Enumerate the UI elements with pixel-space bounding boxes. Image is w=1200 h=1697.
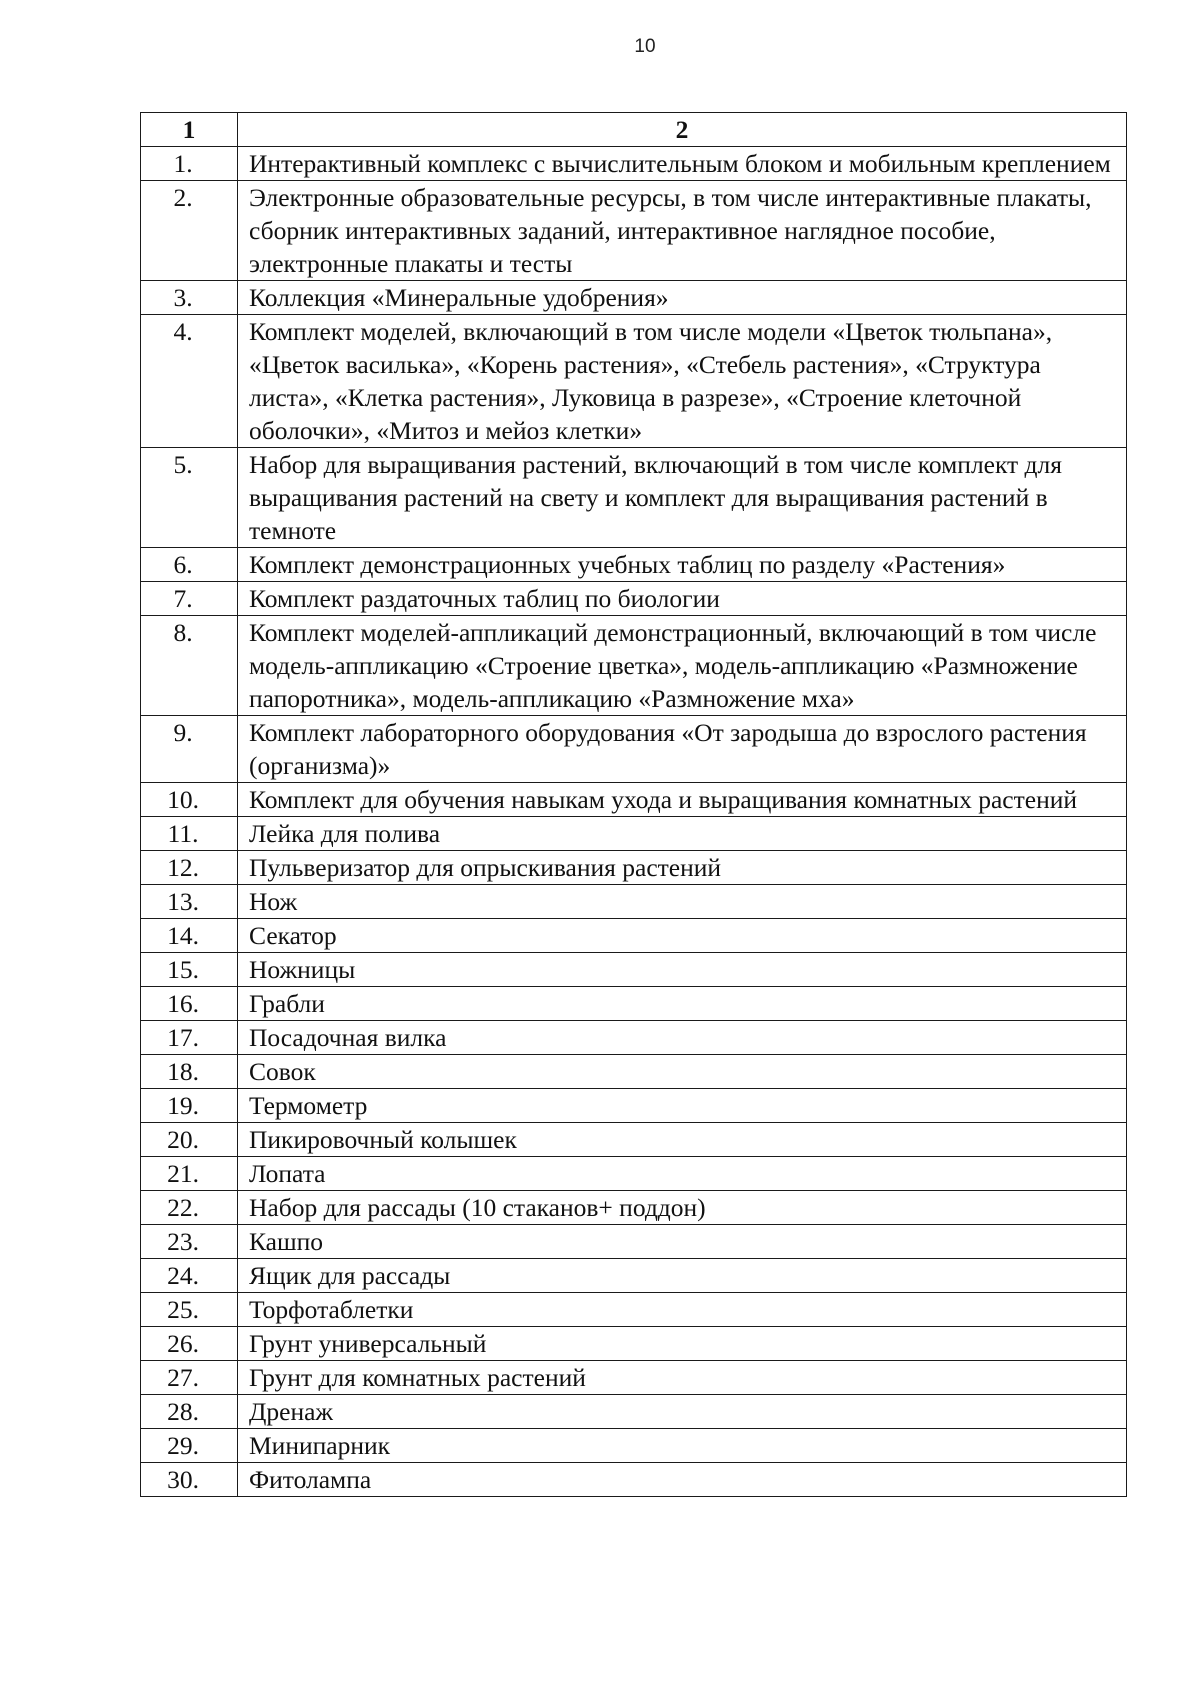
table-row <box>141 315 1127 448</box>
table-row <box>141 1123 1127 1157</box>
row-number: 10. <box>141 783 238 817</box>
row-item-name: Торфотаблетки <box>238 1293 1127 1327</box>
table-row <box>141 851 1127 885</box>
row-item-name: Ящик для рассады <box>238 1259 1127 1293</box>
table-row <box>141 1463 1127 1497</box>
table-row <box>141 1361 1127 1395</box>
row-item-name: Набор для выращивания растений, включающий в том числе комплект для выращивания растений на свету и комплект для выращивания растений в темноте <box>238 448 1127 548</box>
row-number: 12. <box>141 851 238 885</box>
row-item-name: Пикировочный колышек <box>238 1123 1127 1157</box>
row-item-name: Нож <box>238 885 1127 919</box>
equipment-table <box>140 112 1127 1497</box>
table-row <box>141 1191 1127 1225</box>
row-number: 6. <box>141 548 238 582</box>
row-item-name: Кашпо <box>238 1225 1127 1259</box>
row-item-name: Интерактивный комплекс с вычислительным блоком и мобильным креплением <box>238 147 1127 181</box>
row-item-name: Электронные образовательные ресурсы, в том числе интерактивные плакаты, сборник интерактивных заданий, интерактивное наглядное пособие, электронные плакаты и тесты <box>238 181 1127 281</box>
row-number: 27. <box>141 1361 238 1395</box>
row-number: 13. <box>141 885 238 919</box>
table-row <box>141 181 1127 281</box>
row-item-name: Комплект моделей, включающий в том числе модели «Цветок тюльпана», «Цветок василька», «Корень растения», «Стебель растения», «Структура листа», «Клетка растения», Луковица в разрезе», «Строение клеточной оболочки», «Митоз и мейоз клетки» <box>238 315 1127 448</box>
row-item-name: Посадочная вилка <box>238 1021 1127 1055</box>
row-number: 15. <box>141 953 238 987</box>
table-row <box>141 1429 1127 1463</box>
row-item-name: Комплект для обучения навыкам ухода и выращивания комнатных растений <box>238 783 1127 817</box>
table-row <box>141 448 1127 548</box>
row-number: 9. <box>141 716 238 783</box>
row-number: 18. <box>141 1055 238 1089</box>
table-row <box>141 1055 1127 1089</box>
table-row <box>141 1259 1127 1293</box>
row-item-name: Комплект раздаточных таблиц по биологии <box>238 582 1127 616</box>
table-row <box>141 582 1127 616</box>
row-number: 22. <box>141 1191 238 1225</box>
row-item-name: Коллекция «Минеральные удобрения» <box>238 281 1127 315</box>
table-row <box>141 987 1127 1021</box>
row-item-name: Пульверизатор для опрыскивания растений <box>238 851 1127 885</box>
row-item-name: Набор для рассады (10 стаканов+ поддон) <box>238 1191 1127 1225</box>
table-row <box>141 1293 1127 1327</box>
row-item-name: Грунт для комнатных растений <box>238 1361 1127 1395</box>
table-row <box>141 919 1127 953</box>
row-number: 25. <box>141 1293 238 1327</box>
table-row <box>141 783 1127 817</box>
column-header-number: 1 <box>141 113 238 147</box>
table-row <box>141 1021 1127 1055</box>
row-item-name: Лейка для полива <box>238 817 1127 851</box>
row-item-name: Комплект лабораторного оборудования «От зародыша до взрослого растения (организма)» <box>238 716 1127 783</box>
row-number: 20. <box>141 1123 238 1157</box>
row-number: 23. <box>141 1225 238 1259</box>
page-number: 10 <box>634 36 656 57</box>
row-number: 24. <box>141 1259 238 1293</box>
table-row <box>141 885 1127 919</box>
row-number: 29. <box>141 1429 238 1463</box>
table-row <box>141 616 1127 716</box>
column-header-name: 2 <box>238 113 1127 147</box>
table-row <box>141 548 1127 582</box>
row-item-name: Комплект моделей-аппликаций демонстрационный, включающий в том числе модель-аппликацию «Строение цветка», модель-аппликацию «Размножение папоротника», модель-аппликацию «Размножение мха» <box>238 616 1127 716</box>
row-number: 8. <box>141 616 238 716</box>
row-item-name: Грабли <box>238 987 1127 1021</box>
row-item-name: Совок <box>238 1055 1127 1089</box>
table-row <box>141 1395 1127 1429</box>
row-number: 21. <box>141 1157 238 1191</box>
row-number: 17. <box>141 1021 238 1055</box>
table-row <box>141 953 1127 987</box>
table-row <box>141 1157 1127 1191</box>
row-item-name: Комплект демонстрационных учебных таблиц по разделу «Растения» <box>238 548 1127 582</box>
row-item-name: Лопата <box>238 1157 1127 1191</box>
table-row <box>141 1225 1127 1259</box>
row-number: 14. <box>141 919 238 953</box>
row-number: 4. <box>141 315 238 448</box>
row-number: 7. <box>141 582 238 616</box>
table-row <box>141 147 1127 181</box>
row-item-name: Термометр <box>238 1089 1127 1123</box>
row-number: 11. <box>141 817 238 851</box>
table-row <box>141 1327 1127 1361</box>
table-row <box>141 716 1127 783</box>
row-number: 26. <box>141 1327 238 1361</box>
table-header-row <box>141 113 1127 147</box>
row-item-name: Фитолампа <box>238 1463 1127 1497</box>
row-number: 5. <box>141 448 238 548</box>
table-row <box>141 281 1127 315</box>
row-number: 16. <box>141 987 238 1021</box>
row-number: 28. <box>141 1395 238 1429</box>
row-item-name: Дренаж <box>238 1395 1127 1429</box>
table-row <box>141 817 1127 851</box>
row-number: 30. <box>141 1463 238 1497</box>
row-item-name: Ножницы <box>238 953 1127 987</box>
row-item-name: Грунт универсальный <box>238 1327 1127 1361</box>
row-item-name: Минипарник <box>238 1429 1127 1463</box>
row-number: 19. <box>141 1089 238 1123</box>
row-number: 1. <box>141 147 238 181</box>
row-item-name: Секатор <box>238 919 1127 953</box>
table-row <box>141 1089 1127 1123</box>
row-number: 2. <box>141 181 238 281</box>
row-number: 3. <box>141 281 238 315</box>
